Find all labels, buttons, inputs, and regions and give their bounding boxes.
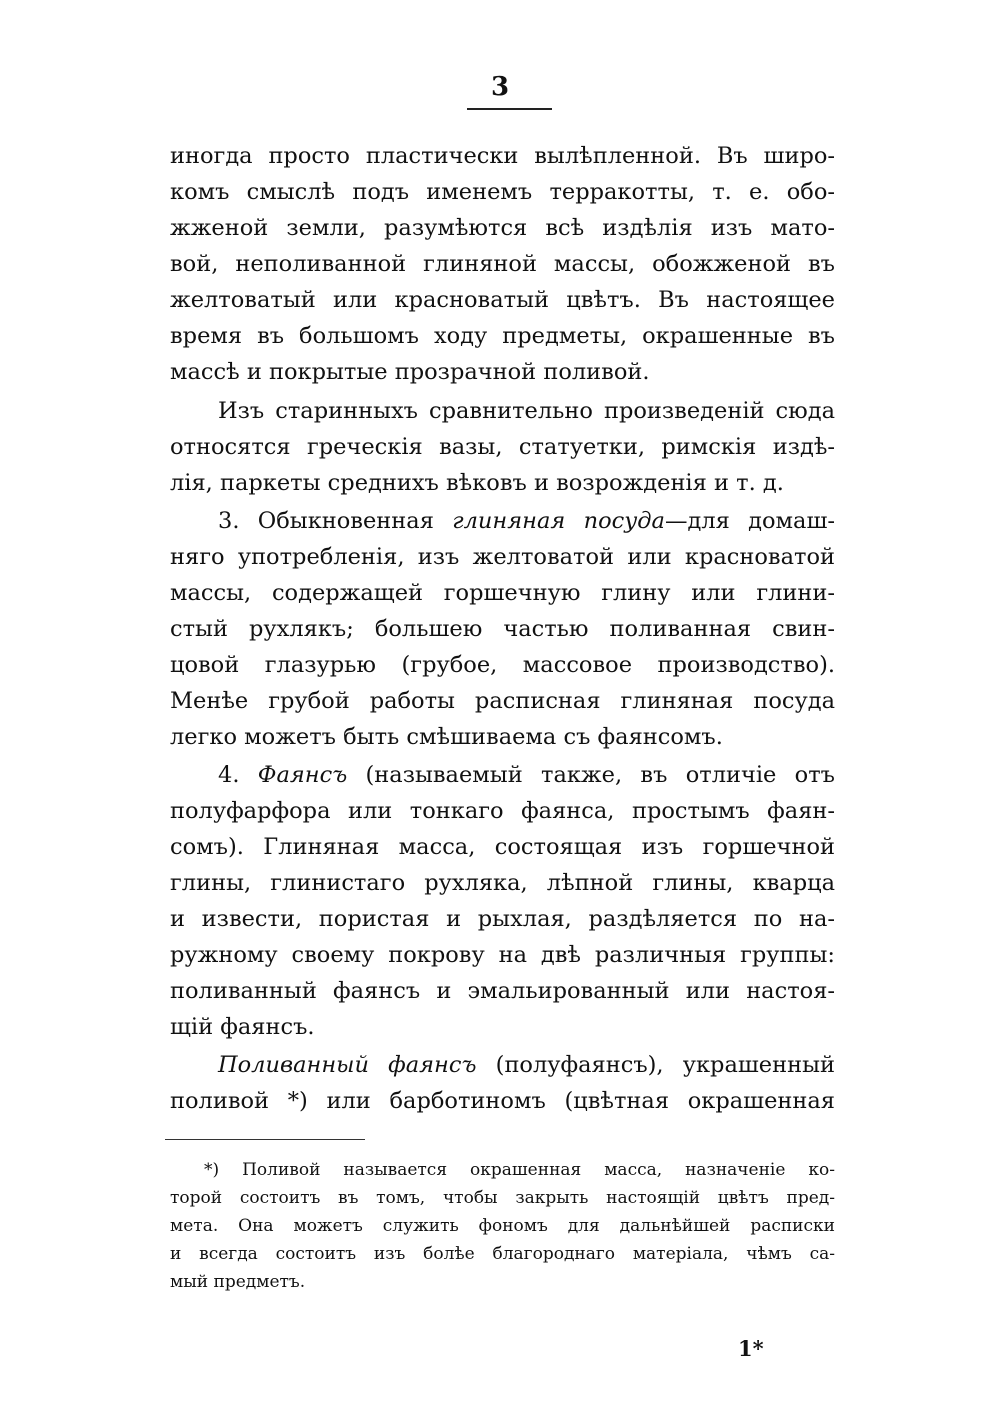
text-line: стый рухлякъ; большею частью поливанная свин- [170,616,835,642]
text-line: Изъ старинныхъ сравнительно произведеній сюда [218,398,835,424]
text-line: и извести, пористая и рыхлая, раздѣляется по на- [170,906,835,932]
text-line: сомъ). Глиняная масса, состоящая изъ горшечной [170,834,835,860]
text-line: няго употребленія, изъ желтоватой или красноватой [170,544,835,570]
text-line: вой, неполиванной глиняной массы, обожженой въ [170,251,835,277]
footnote-line: и всегда состоитъ изъ болѣе благороднаго матеріала, чѣмъ са- [170,1244,835,1264]
text-line [218,1047,835,1083]
text-line: Менѣе грубой работы расписная глиняная посуда [170,688,835,714]
italic-term: Поливанный фаянсъ [218,1052,477,1078]
text-line: щій фаянсъ. [170,1014,315,1040]
footnote-line: торой состоитъ въ томъ, чтобы закрыть настоящій цвѣтъ пред- [170,1188,835,1208]
text-span: 3. Обыкновенная [218,508,453,534]
italic-term: Фаянсъ [257,762,348,788]
text-line: полуфарфора или тонкаго фаянса, простымъ фаян- [170,798,835,824]
text-line: массы, содержащей горшечную глину или глини- [170,580,835,606]
text-line: поливанный фаянсъ и эмальированный или настоя- [170,978,835,1004]
text-line: ружному своему покрову на двѣ различныя группы: [170,942,835,968]
text-line: массѣ и покрытые прозрачной поливой. [170,359,650,385]
text-line [218,757,835,793]
italic-term: глиняная посуда [452,508,665,534]
text-line: легко можетъ быть смѣшиваема съ фаянсомъ. [170,724,723,750]
text-line: желтоватый или красноватый цвѣтъ. Въ настоящее [170,287,835,313]
text-line: иногда просто пластически вылѣпленной. Въ широ- [170,143,835,169]
text-line: жженой земли, разумѣются всѣ издѣлія изъ мато- [170,215,835,241]
text-line: комъ смыслѣ подъ именемъ терракотты, т. е. обо- [170,179,835,205]
footnote-line: мета. Она можетъ служить фономъ для дальнѣйшей расписки [170,1216,835,1236]
footnote-rule [165,1139,365,1140]
signature-mark: 1* [738,1336,764,1361]
text-span: —для домаш- [664,508,835,534]
text-line: цовой глазурью (грубое, массовое производство). [170,652,835,678]
text-line: лія, паркеты среднихъ вѣковъ и возрожденія и т. д. [170,470,784,496]
page-number: 3 [490,72,510,102]
text-span: (называемый также, въ отличіе отъ [347,762,835,788]
text-span: 4. [218,762,258,788]
text-line: относятся греческія вазы, статуетки, римскія издѣ- [170,434,835,460]
text-span: (полуфаянсъ), украшенный [476,1052,836,1078]
header-rule [467,108,552,110]
text-line: поливой *) или барботиномъ (цвѣтная окрашенная [170,1088,835,1114]
footnote-line: мый предметъ. [170,1272,306,1292]
text-line: время въ большомъ ходу предметы, окрашенные въ [170,323,835,349]
text-line: глины, глинистаго рухляка, лѣпной глины, кварца [170,870,835,896]
footnote-line: *) Поливой называется окрашенная масса, назначеніе ко- [204,1160,835,1180]
text-line [218,503,835,539]
